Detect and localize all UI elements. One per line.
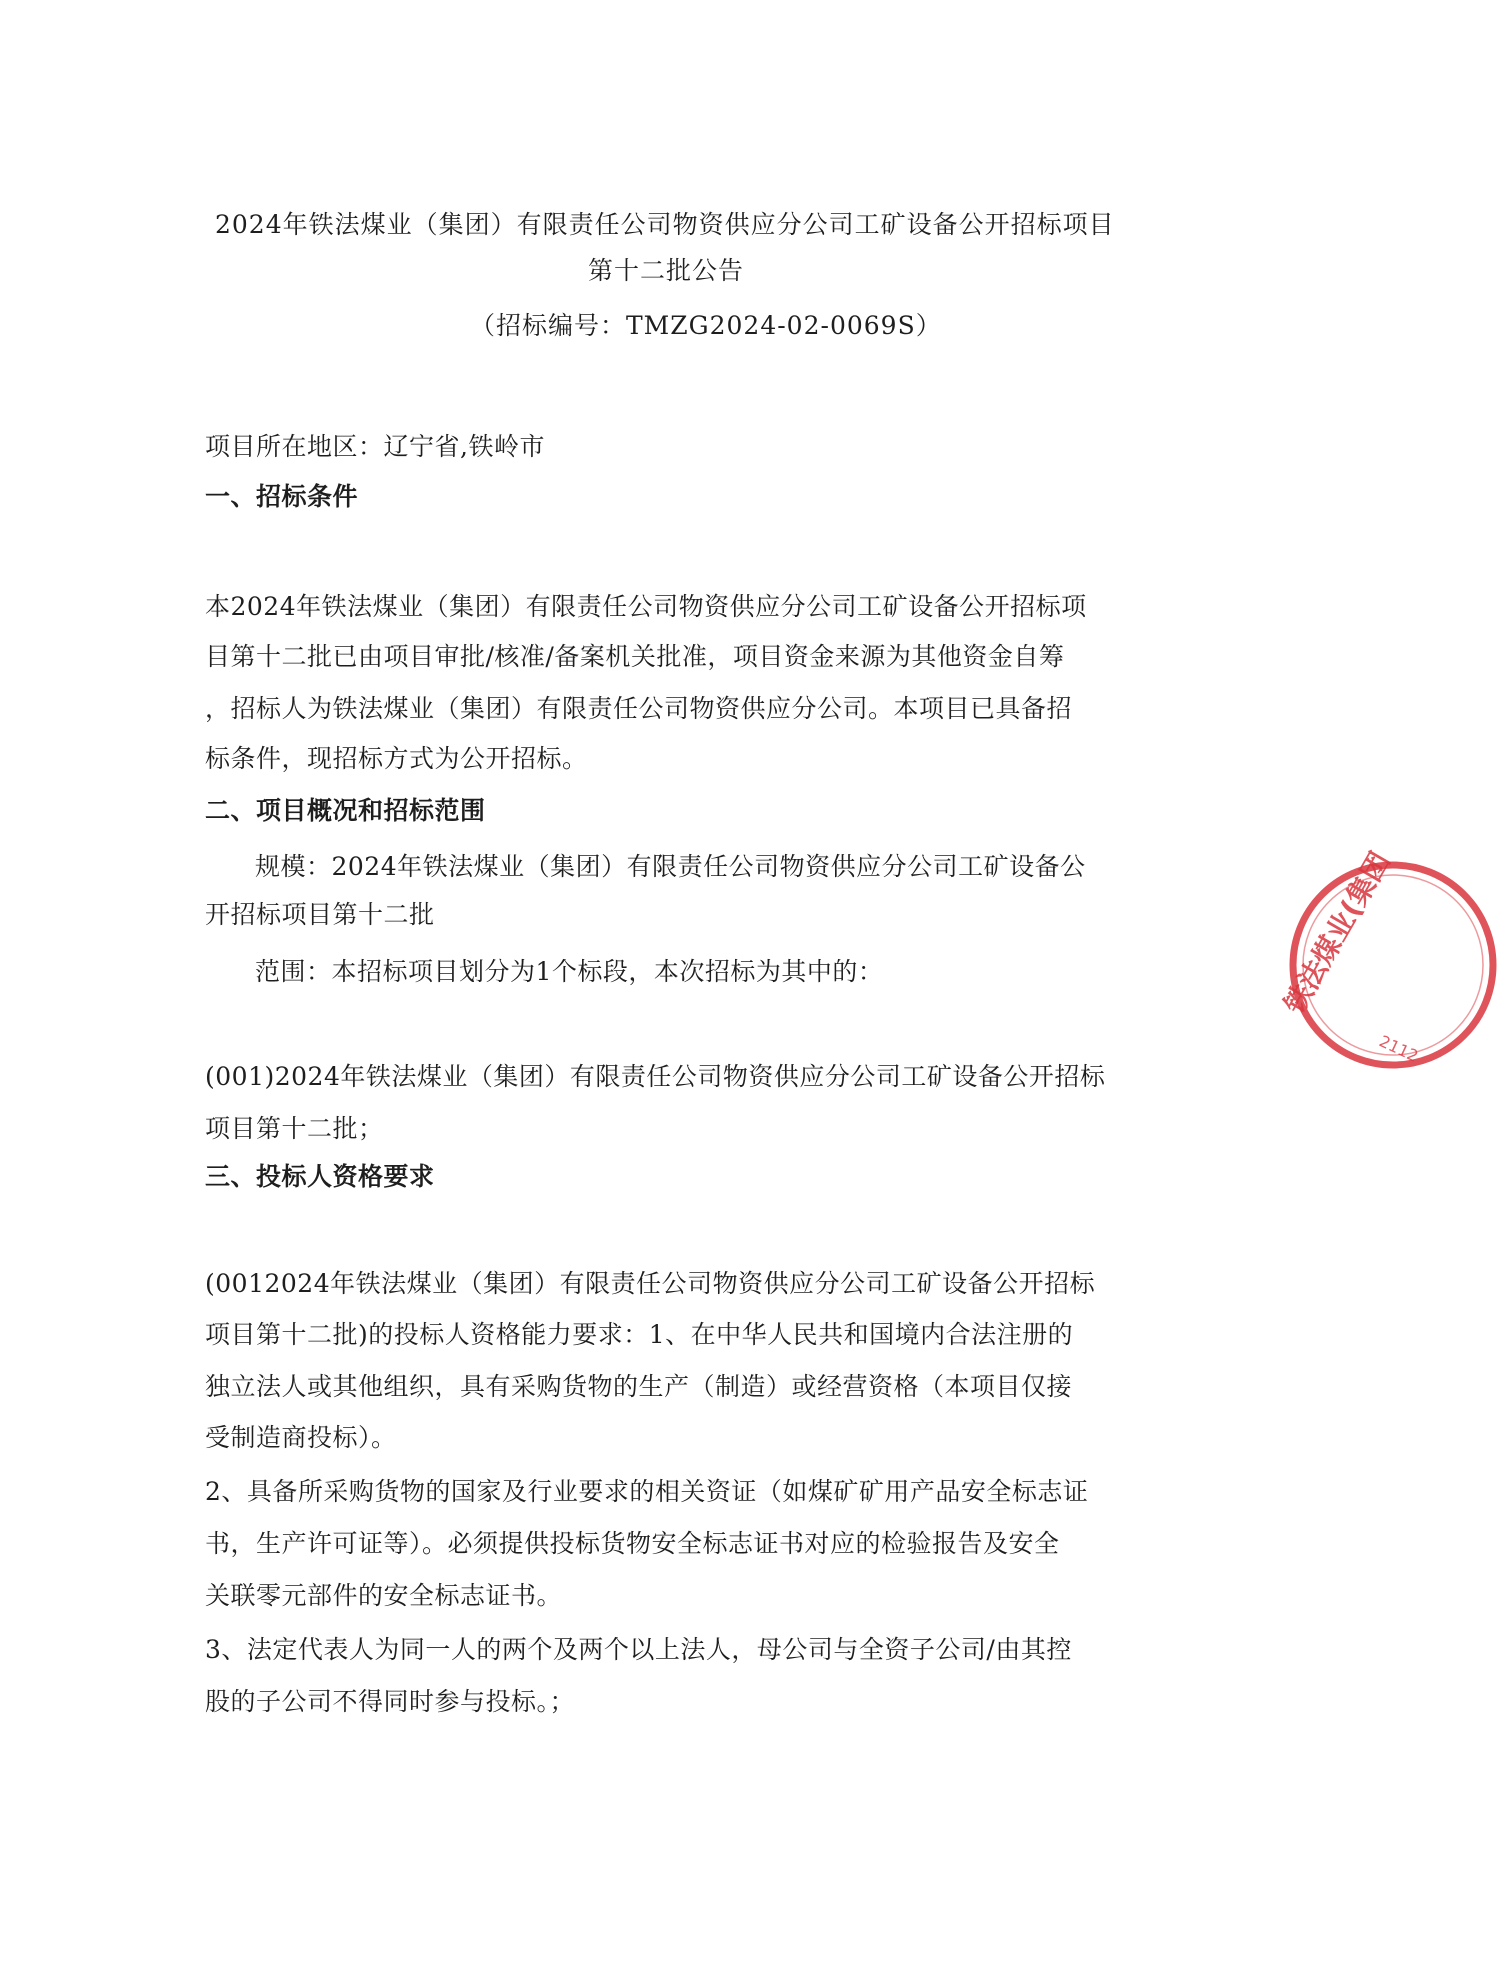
section-3-line-9: 股的子公司不得同时参与投标。； (205, 1687, 576, 1716)
svg-text:铁法煤业(集团: 铁法煤业(集团 (1277, 846, 1397, 1020)
section-3-line-5: 2、具备所采购货物的国家及行业要求的相关资证（如煤矿矿用产品安全标志证 (205, 1477, 1089, 1506)
section-1-line-1: 本2024年铁法煤业（集团）有限责任公司物资供应分公司工矿设备公开招标项 (205, 592, 1087, 621)
tender-number: （招标编号：TMZG2024-02-0069S） (470, 311, 942, 340)
title-line-1: 2024年铁法煤业（集团）有限责任公司物资供应分公司工矿设备公开招标项目 (215, 210, 1115, 239)
section-3-line-8: 3、法定代表人为同一人的两个及两个以上法人，母公司与全资子公司/由其控 (205, 1635, 1072, 1664)
section-1-line-3: ，招标人为铁法煤业（集团）有限责任公司物资供应分公司。本项目已具备招 (205, 694, 1073, 723)
company-seal-stamp (1277, 846, 1503, 1075)
section-3-line-7: 关联零元部件的安全标志证书。 (205, 1581, 563, 1610)
svg-text:2112: 2112 (1376, 1031, 1422, 1066)
scope-line: 范围：本招标项目划分为1个标段，本次招标为其中的： (255, 957, 884, 986)
section-2-heading: 二、项目概况和招标范围 (205, 796, 486, 825)
section-3-heading: 三、投标人资格要求 (205, 1162, 435, 1191)
scale-line-1: 规模：2024年铁法煤业（集团）有限责任公司物资供应分公司工矿设备公 (255, 852, 1086, 881)
section-3-line-3: 独立法人或其他组织，具有采购货物的生产（制造）或经营资格（本项目仅接 (205, 1372, 1073, 1401)
lot-line-1: (001)2024年铁法煤业（集团）有限责任公司物资供应分公司工矿设备公开招标 (205, 1062, 1106, 1091)
project-location: 项目所在地区：辽宁省,铁岭市 (205, 432, 545, 461)
lot-line-2: 项目第十二批； (205, 1114, 384, 1143)
section-3-line-6: 书，生产许可证等）。必须提供投标货物安全标志证书对应的检验报告及安全 (205, 1529, 1060, 1558)
section-1-heading: 一、招标条件 (205, 482, 359, 511)
section-1-line-4: 标条件，现招标方式为公开招标。 (205, 744, 588, 773)
scale-line-2: 开招标项目第十二批 (205, 900, 435, 929)
section-3-line-1: (0012024年铁法煤业（集团）有限责任公司物资供应分公司工矿设备公开招标 (205, 1269, 1096, 1298)
section-3-line-2: 项目第十二批)的投标人资格能力要求：1、在中华人民共和国境内合法注册的 (205, 1320, 1074, 1349)
title-line-2: 第十二批公告 (588, 256, 745, 285)
section-1-line-2: 目第十二批已由项目审批/核准/备案机关批准，项目资金来源为其他资金自筹 (205, 642, 1065, 671)
section-3-line-4: 受制造商投标）。 (205, 1423, 397, 1452)
